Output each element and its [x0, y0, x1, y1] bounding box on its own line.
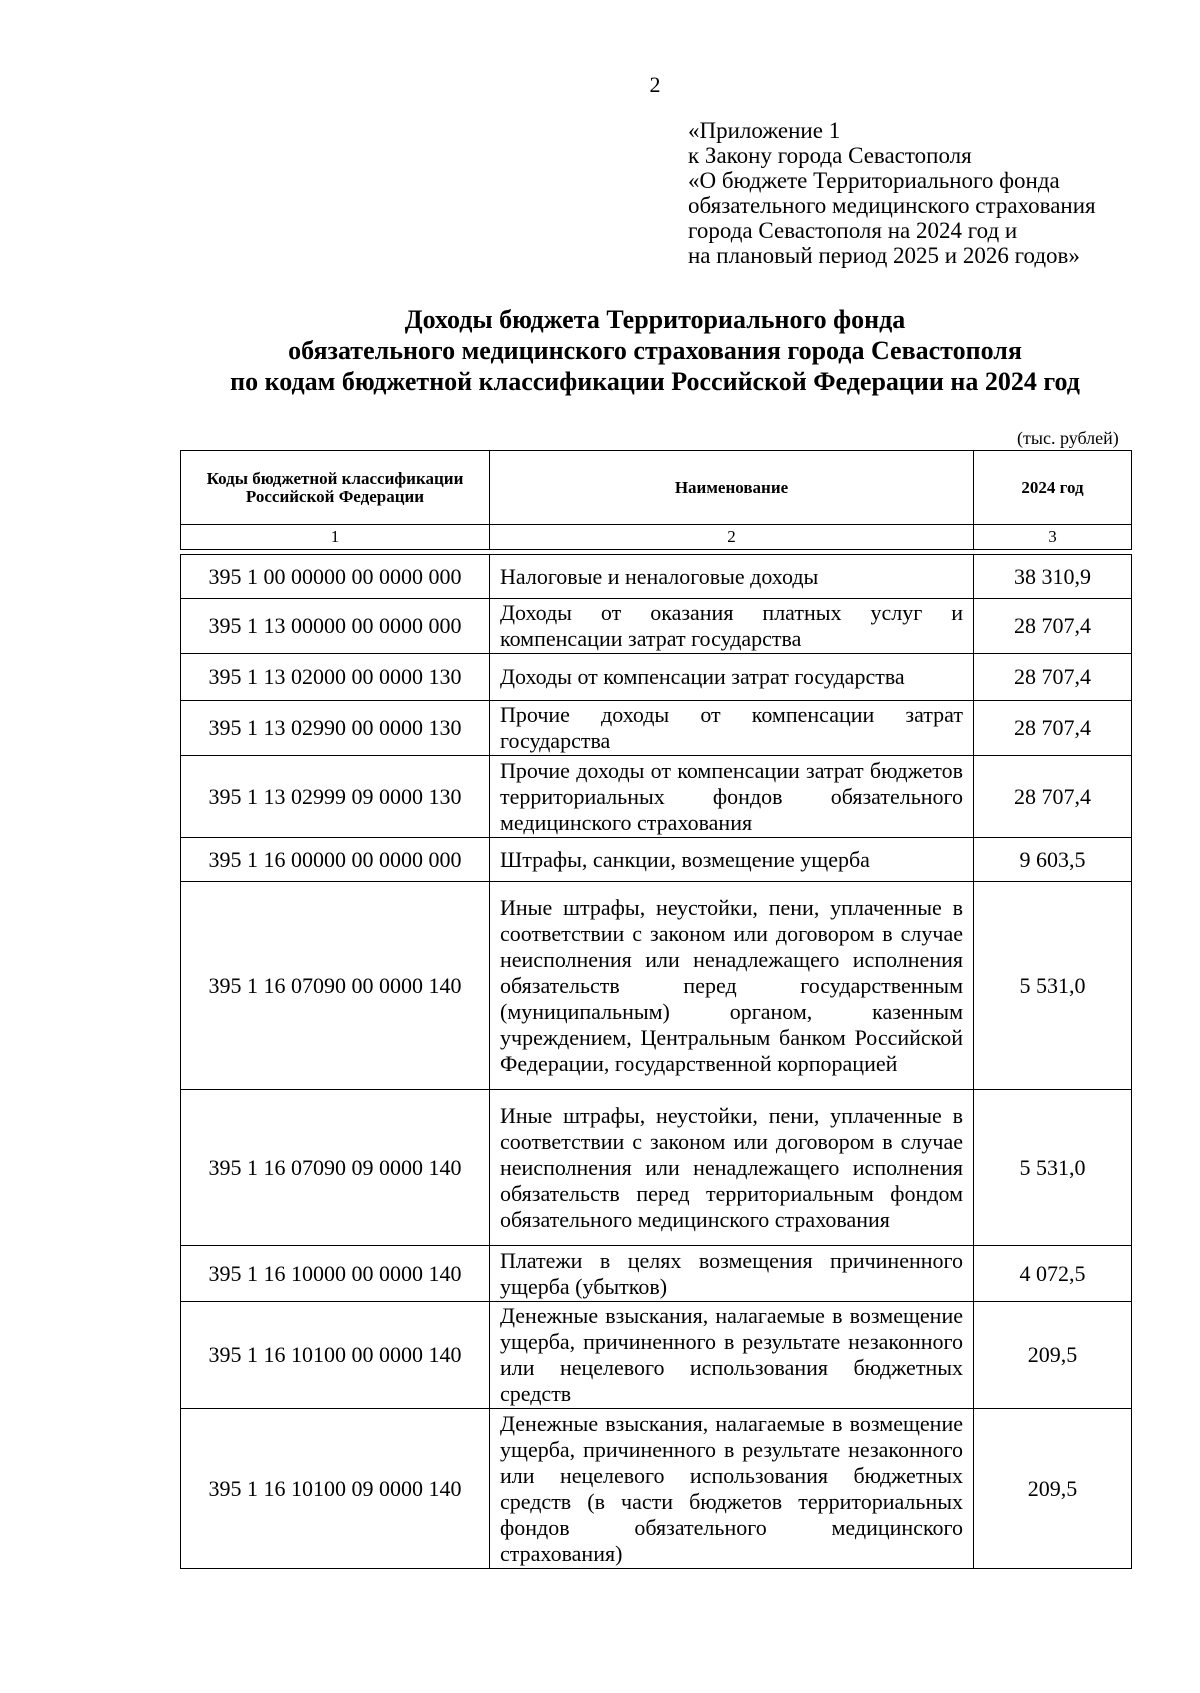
revenue-name: Доходы от компенсации затрат государства [490, 654, 974, 701]
column-number-row [181, 525, 1132, 550]
budget-code: 395 1 16 10100 09 0000 140 [181, 1409, 490, 1569]
appendix-line: к Закону города Севастополя [688, 143, 972, 168]
units-label: (тыс. рублей) [1017, 428, 1119, 448]
column-number: 2 [490, 525, 974, 550]
revenue-name: Платежи в целях возмещения причиненного ущерба (убытков) [490, 1246, 974, 1302]
amount: 38 310,9 [974, 555, 1132, 599]
revenue-name: Денежные взыскания, налагаемые в возмещение ущерба, причиненного в результате незаконного или нецелевого использования бюджетных средств [490, 1302, 974, 1409]
table-header-row [181, 451, 1132, 525]
revenue-name: Денежные взыскания, налагаемые в возмещение ущерба, причиненного в результате незаконного или нецелевого использования бюджетных средств (в части бюджетов территориальных фондов обязательного медицинского страхования) [490, 1409, 974, 1569]
budget-code: 395 1 13 02999 09 0000 130 [181, 756, 490, 838]
table-row [181, 1409, 1132, 1569]
appendix-line: «Приложение 1 [688, 118, 841, 143]
budget-code: 395 1 00 00000 00 0000 000 [181, 555, 490, 599]
appendix-line: на плановый период 2025 и 2026 годов» [688, 243, 1080, 268]
amount: 9 603,5 [974, 838, 1132, 882]
revenue-name: Иные штрафы, неустойки, пени, уплаченные в соответствии с законом или договором в случае неисполнения или ненадлежащего исполнения обязательств перед территориальным фондом обязательного медицинского страхования [490, 1090, 974, 1246]
column-number: 1 [181, 525, 490, 550]
table-row [181, 555, 1132, 599]
revenue-name: Иные штрафы, неустойки, пени, уплаченные в соответствии с законом или договором в случае неисполнения или ненадлежащего исполнения обязательств перед государственным (муниципальным) органом, казенным учреждением, Центральным банком Российской Федерации, государственной корпорацией [490, 882, 974, 1090]
column-number: 3 [974, 525, 1132, 550]
title-line: Доходы бюджета Территориального фонда [404, 305, 906, 334]
appendix-line: города Севастополя на 2024 год и [688, 218, 1018, 243]
appendix-line: обязательного медицинского страхования [688, 193, 1096, 218]
table-row [181, 838, 1132, 882]
amount: 4 072,5 [974, 1246, 1132, 1302]
page-number: 2 [649, 72, 661, 97]
amount: 28 707,4 [974, 756, 1132, 838]
revenue-name: Доходы от оказания платных услуг и компенсации затрат государства [490, 599, 974, 654]
header-name: Наименование [490, 451, 974, 525]
budget-code: 395 1 16 07090 00 0000 140 [181, 882, 490, 1090]
amount: 209,5 [974, 1302, 1132, 1409]
budget-code: 395 1 16 10100 00 0000 140 [181, 1302, 490, 1409]
amount: 5 531,0 [974, 882, 1132, 1090]
budget-code: 395 1 16 00000 00 0000 000 [181, 838, 490, 882]
revenue-name: Штрафы, санкции, возмещение ущерба [490, 838, 974, 882]
amount: 28 707,4 [974, 654, 1132, 701]
amount: 209,5 [974, 1409, 1132, 1569]
document-title [0, 304, 1200, 397]
revenue-name: Прочие доходы от компенсации затрат бюджетов территориальных фондов обязательного медицинского страхования [490, 756, 974, 838]
table-row [181, 1090, 1132, 1246]
amount: 28 707,4 [974, 701, 1132, 756]
table-row [181, 654, 1132, 701]
appendix-line: «О бюджете Территориального фонда [688, 168, 1060, 193]
budget-code: 395 1 13 02990 00 0000 130 [181, 701, 490, 756]
budget-code: 395 1 16 07090 09 0000 140 [181, 1090, 490, 1246]
amount: 28 707,4 [974, 599, 1132, 654]
revenue-name: Прочие доходы от компенсации затрат государства [490, 701, 974, 756]
table-row [181, 599, 1132, 654]
table-row [181, 1246, 1132, 1302]
budget-code: 395 1 13 00000 00 0000 000 [181, 599, 490, 654]
table-row [181, 756, 1132, 838]
header-year: 2024 год [974, 451, 1132, 525]
header-codes: Коды бюджетной классификации Российской Федерации [181, 451, 490, 525]
table-row [181, 701, 1132, 756]
amount: 5 531,0 [974, 1090, 1132, 1246]
appendix-reference [688, 118, 1096, 268]
revenue-table [180, 450, 1132, 1569]
budget-code: 395 1 13 02000 00 0000 130 [181, 654, 490, 701]
table-row [181, 1302, 1132, 1409]
table-row [181, 882, 1132, 1090]
budget-code: 395 1 16 10000 00 0000 140 [181, 1246, 490, 1302]
title-line: по кодам бюджетной классификации Российской Федерации на 2024 год [230, 367, 1080, 396]
revenue-name: Налоговые и неналоговые доходы [490, 555, 974, 599]
title-line: обязательного медицинского страхования города Севастополя [288, 336, 1022, 365]
